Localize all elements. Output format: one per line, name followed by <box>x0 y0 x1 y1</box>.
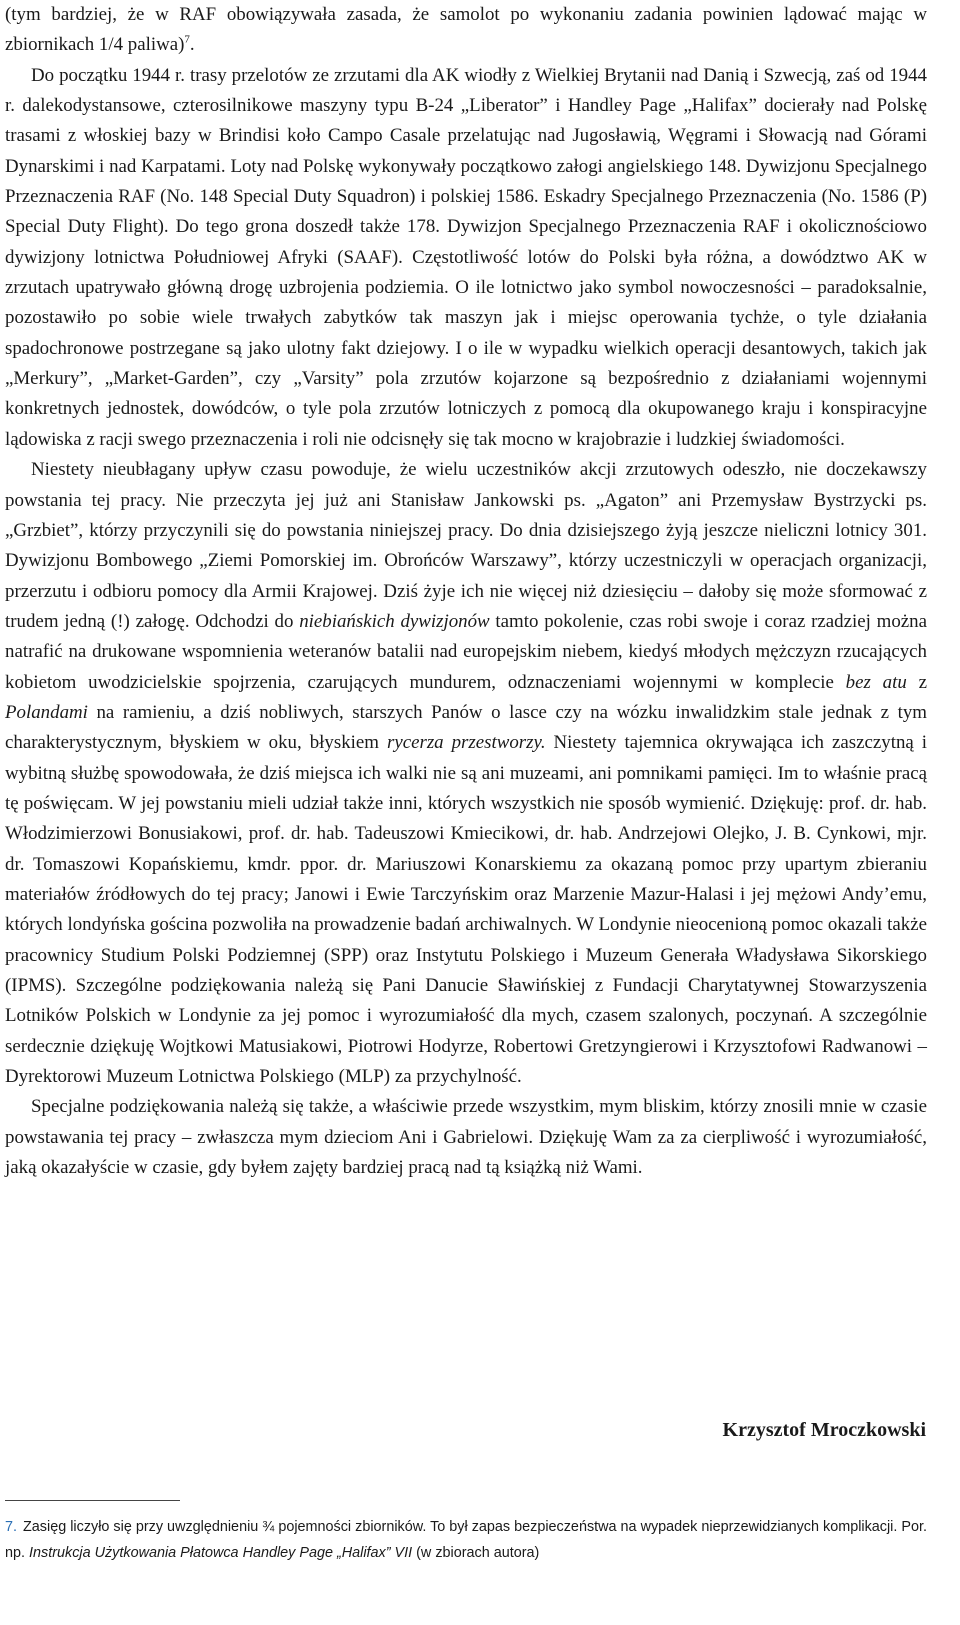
footnote: 7. Zasięg liczyło się przy uwzględnieniu ¾ pojemności zbiorników. To był zapas bezpieczeństwa na wypadek nieprzewidzianych komplikacji. Por. np. Instrukcja Użytkowania Płatowca Handley Page „Halifax” VII (w zbiorach autora) <box>5 1519 927 1561</box>
footnote-ref: 7 <box>184 34 190 47</box>
author-signature: Krzysztof Mroczkowski <box>722 1419 926 1441</box>
footnote-divider <box>5 1500 180 1501</box>
paragraph-1: (tym bardziej, że w RAF obowiązywała zasada, że samolot po wykonaniu zadania powinien lądować mając w zbiornikach 1/4 paliwa)$^7$. <box>5 4 927 56</box>
paragraph-2: Do początku 1944 r. trasy przelotów ze zrzutami dla AK wiodły z Wielkiej Brytanii nad Danią i Szwecją, zaś od 1944 r. dalekodystansowe, czterosilnikowe maszyny typu B-24 „Liberator” i Handley Page „Halifax” docierały nad Polskę trasami z włoskiej bazy w Brindisi koło Campo Casale przelatując nad Jugosławią, Węgrami i Słowacją nad Górami Dynarskimi i nad Karpatami. Loty nad Polskę wykonywały początkowo załogi angielskiego 148. Dywizjonu Specjalnego Przeznaczenia RAF (No. 148 Special Duty Squadron) i polskiej 1586. Eskadry Specjalnego Przeznaczenia (No. 1586 (P) Special Duty Flight). Do tego grona doszedł także 178. Dywizjon Specjalnego Przeznaczenia RAF i okolicznościowo dywizjony lotnictwa Południowej Afryki (SAAF). Częstotliwość lotów do Polski była różna, a dowództwo AK w zrzutach upatrywało główną drogę uzbrojenia podziemia. O ile lotnictwo jako symbol nowoczesności – paradoksalnie, pozostawiło po sobie wiele trwałych zabytków tak maszyn jak i miejsc operowania tychże, o tyle działania spadochronowe postrzegane są jako ulotny fakt dziejowy. I o ile w wypadku wielkich operacji desantowych, takich jak „Merkury”, „Market-Garden”, czy „Varsity” pola zrzutów kojarzone są bezpośrednio z działaniami wojennymi konkretnych jednostek, dowódców, o tyle pola zrzutów lotniczych z pomocą dla okupowanego kraju i konspiracyjne lądowiska z racji swego przeznaczenia i roli nie odcisnęły się tak mocno w krajobrazie i ludzkiej świadomości. <box>5 64 927 450</box>
paragraph-4: Specjalne podziękowania należą się także, a właściwie przede wszystkim, mym bliskim, którzy znosili mnie w czasie powstawania tej pracy – zwłaszcza mym dzieciom Ani i Gabrielowi. Dziękuję Wam za za cierpliwość i wyrozumiałość, jaką okazałyście w czasie, gdy byłem zajęty bardziej pracą nad tą książką niż Wami. <box>5 1096 927 1179</box>
paragraph-3: Niestety nieubłagany upływ czasu powoduje, że wielu uczestników akcji zrzutowych odeszło, nie doczekawszy powstania tej pracy. Nie przeczyta jej już ani Stanisław Jankowski ps. „Agaton” ani Przemysław Bystrzycki ps. „Grzbiet”, którzy przyczynili się do powstania niniejszej pracy. Do dnia dzisiejszego żyją jeszcze nieliczni lotnicy 301. Dywizjonu Bombowego „Ziemi Pomorskiej im. Obrońców Warszawy”, którzy uczestniczyli w operacjach organizacji, przerzutu i odbioru pomocy dla Armii Krajowej. Dziś żyje ich nie więcej niż dziesięciu – dałoby się może sformować z trudem jedną (!) załogę. Odchodzi do niebiańskich dywizjonów tamto pokolenie, czas robi swoje i coraz rzadziej można natrafić na drukowane wspomnienia weteranów batalii nad europejskim niebem, kiedyś młodych mężczyzn rzucających kobietom uwodzicielskie spojrzenia, czarujących mundurem, odznaczeniami wojennymi w komplecie bez atu z Polandami na ramieniu, a dziś nobliwych, starszych Panów o lasce czy na wózku inwalidzkim stale jednak z tym charakterystycznym, błyskiem w oku, błyskiem rycerza przestworzy. Niestety tajemnica okrywająca ich zaszczytną i wybitną służbę spowodowała, że dziś miejsca ich walki nie są ani muzeami, ani pomnikami pamięci. Im to właśnie pracą tę poświęcam. W jej powstaniu mieli udział także inni, których wszystkich nie sposób wymienić. Dziękuję: prof. dr. hab. Włodzimierzowi Bonusiakowi, prof. dr. hab. Tadeuszowi Kmiecikowi, dr. hab. Andrzejowi Olejko, J. B. Cynkowi, mjr. dr. Tomaszowi Kopańskiemu, kmdr. ppor. dr. Mariuszowi Konarskiemu za okazaną pomoc przy upartym zbieraniu materiałów źródłowych do tej pracy; Janowi i Ewie Tarczyńskim oraz Marzenie Mazur-Halasi i jej mężowi Andy’emu, których londyńska gościna pozwoliła na prowadzenie badań archiwalnych. W Londynie nieocenioną pomoc okazali także pracownicy Studium Polski Podziemnej (SPP) oraz Instytutu Polskiego i Muzeum Generała Władysława Sikorskiego (IPMS). Szczególne podziękowania należą się Pani Danucie Sławińskiej z Fundacji Charytatywnej Stowarzyszenia Lotników Polskich w Londynie za jej pomoc i wyrozumiałość dla mych, czasem szalonych, poczynań. A szczególnie serdecznie dziękuję Wojtkowi Matusiakowi, Piotrowi Hodyrze, Robertowi Gretzyngierowi i Krzysztofowi Radwanowi – Dyrektorowi Muzeum Lotnictwa Polskiego (MLP) za przychylność. <box>5 459 928 1088</box>
footnote-number: 7. <box>5 1519 18 1535</box>
body-text <box>5 0 927 1183</box>
